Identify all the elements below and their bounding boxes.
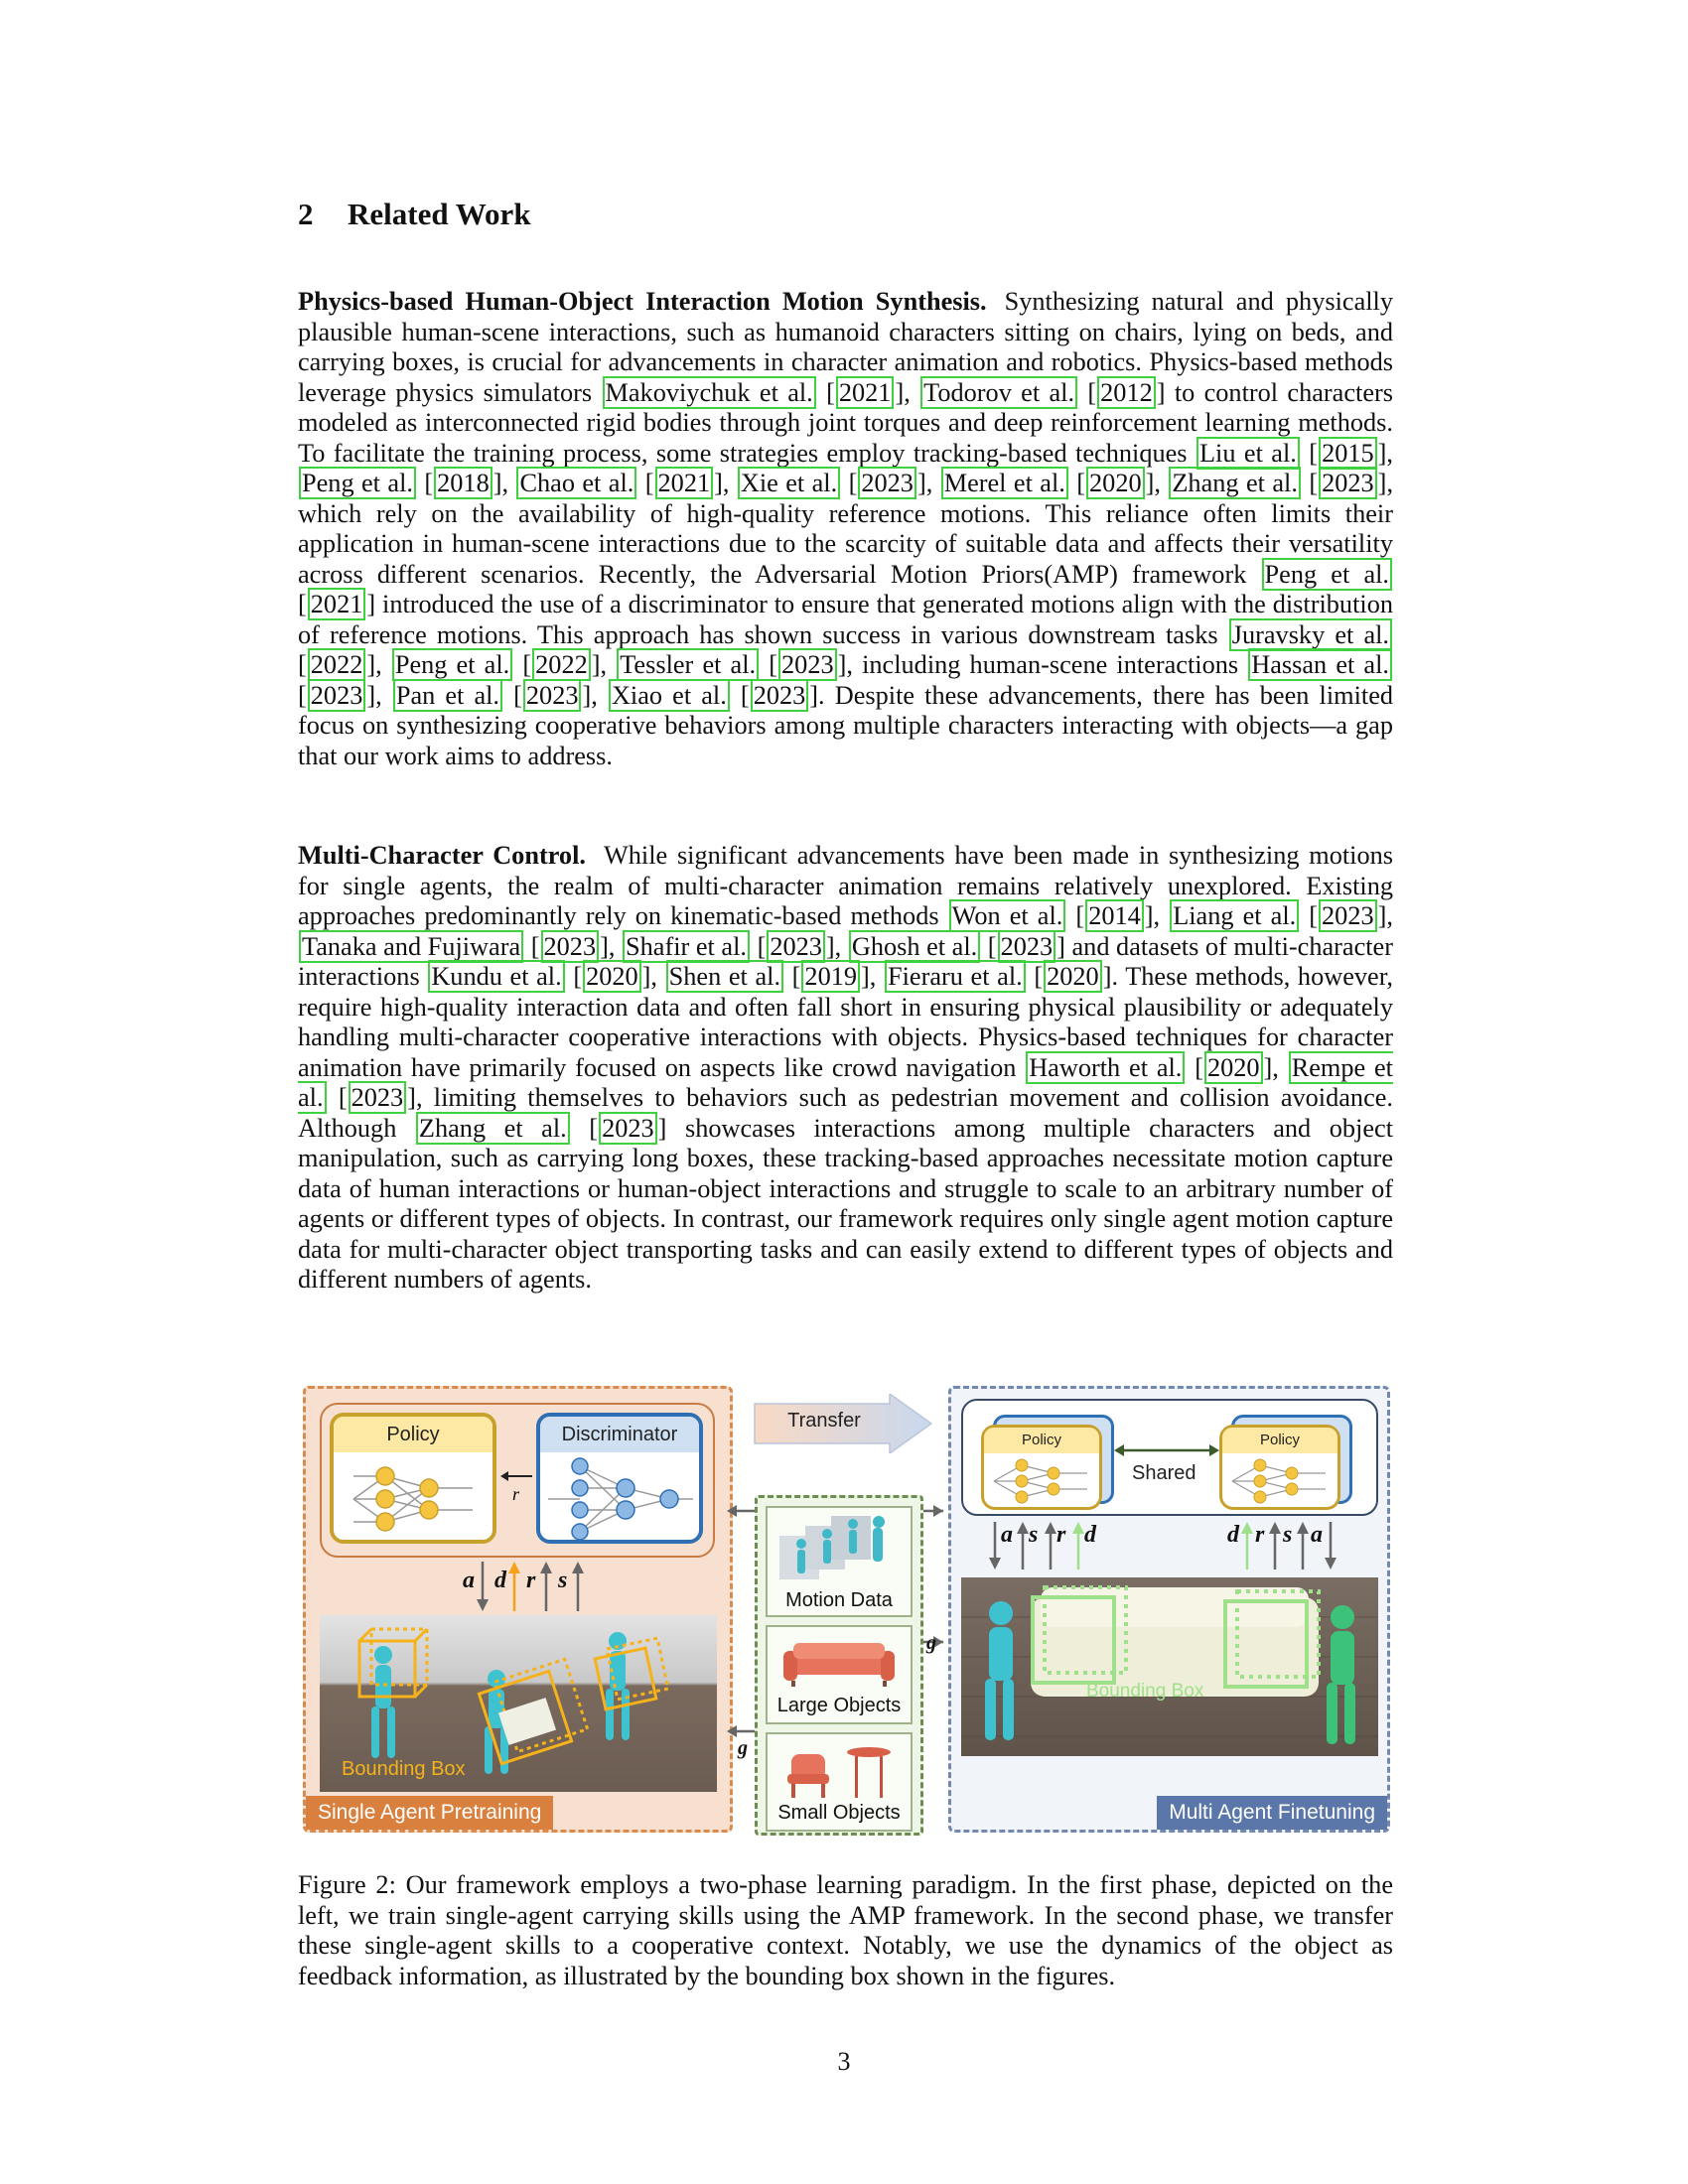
policy-module-a xyxy=(981,1425,1102,1510)
citation-link[interactable]: Juravsky et al. xyxy=(1229,618,1392,651)
citation-year-link[interactable]: 2023 xyxy=(308,679,366,712)
reward-arrow-icon xyxy=(496,1466,536,1506)
paragraph-lead: Physics-based Human-Object Interaction Motion Synthesis. xyxy=(298,287,987,316)
small-objects-label: Small Objects xyxy=(777,1802,901,1824)
connector-arrows-icon xyxy=(725,1382,943,1839)
citation-link[interactable]: Rempe et al. xyxy=(298,1052,1393,1112)
page-number: 3 xyxy=(837,2047,851,2076)
citation-link[interactable]: Shafir et al. xyxy=(623,930,750,963)
citation-link[interactable]: Fieraru et al. xyxy=(885,960,1026,993)
paragraph-lead: Multi-Character Control. xyxy=(298,841,586,870)
symbol-d-right-2: d xyxy=(1227,1522,1239,1548)
symbol-s-left: s xyxy=(558,1568,568,1593)
figure-framework xyxy=(298,1382,1393,1839)
multi-agent-io-arrows-icon xyxy=(951,1518,1388,1573)
symbol-s-right-2: s xyxy=(1283,1522,1293,1548)
citation-year-link[interactable]: 2022 xyxy=(308,648,366,681)
citation-year-link[interactable]: 2023 xyxy=(349,1081,407,1114)
citation-year-link[interactable]: 2021 xyxy=(836,376,895,409)
paragraph-physics-hoi: Physics-based Human-Object Interaction Motion Synthesis. Synthesizing natural and physically plausible human-scene interactions, such as humanoid characters sitting on chairs, lying on beds, and carrying boxes, is crucial for advancements in character animation and robotics. Physics-based methods leverage physics simulators Makoviychuk et al. [ 2021 ], Todorov et al. [ 2012 ] to control characters modeled as interconnected rigid bodies through joint torques and deep reinforcement learning methods. To facilitate the training process, some strategies employ tracking-based techniques Liu et al. [ 2015 ], Peng et al. [ 2018 ], Chao et al. [ 2021 ], Xie et al. [ 2023 ], Merel et al. [ 2020 ], Zhang et al. [ 2023 ], which rely on the availability of high-quality reference motions. This reliance often limits their application in human-scene interactions due to the scarcity of suitable data and affects their versatility across different scenarios. Recently, the Adversarial Motion Priors(AMP) framework Peng et al. [ 2021 ] introduced the use of a discriminator to ensure that generated motions align with the distribution of reference motions. This approach has shown success in various downstream tasks Juravsky et al. [ 2022 ], Peng et al. [ 2022 ], Tessler et al. [ 2023 ], including human-scene interactions Hassan et al. [ 2023 ], Pan et al. [ 2023 ], Xiao et al. [ 2023 ]. Despite these advancements, there has been limited focus on synthesizing cooperative behaviors among multiple characters interacting with objects—a gap that our work aims to address. xyxy=(298,287,1394,770)
citation-year-link[interactable]: 2020 xyxy=(583,960,641,993)
citation-link[interactable]: Shen et al. xyxy=(666,960,783,993)
policy-network-icon-b xyxy=(1222,1453,1337,1509)
citation-link[interactable]: Xiao et al. xyxy=(609,679,730,712)
symbol-s-right-1: s xyxy=(1029,1522,1039,1548)
citation-link[interactable]: Liang et al. xyxy=(1170,899,1299,932)
agents-carrying-sofa-icon xyxy=(961,1577,1378,1756)
citation-link[interactable]: Tanaka and Fujiwara xyxy=(299,930,523,963)
policy-io-arrows-icon xyxy=(455,1560,594,1613)
section-number: 2 xyxy=(298,197,314,231)
citation-link[interactable]: Won et al. xyxy=(949,899,1066,932)
shared-label: Shared xyxy=(1132,1462,1196,1484)
citation-year-link[interactable]: 2018 xyxy=(434,467,492,499)
citation-link[interactable]: Zhang et al. xyxy=(1169,467,1301,499)
bounding-box-label-left: Bounding Box xyxy=(342,1758,466,1780)
citation-year-link[interactable]: 2023 xyxy=(1319,899,1377,932)
citation-year-link[interactable]: 2022 xyxy=(532,648,591,681)
svg-text:r: r xyxy=(512,1484,520,1504)
shared-double-arrow-icon xyxy=(1112,1440,1221,1460)
section-heading xyxy=(298,195,531,234)
citation-link[interactable]: Hassan et al. xyxy=(1248,648,1392,681)
citation-year-link[interactable]: 2023 xyxy=(858,467,916,499)
motion-data-label: Motion Data xyxy=(785,1589,893,1611)
citation-link[interactable]: Pan et al. xyxy=(393,679,502,712)
citation-link[interactable]: Peng et al. xyxy=(392,648,512,681)
citation-link[interactable]: Peng et al. xyxy=(1262,558,1392,591)
citation-link[interactable]: Ghosh et al. xyxy=(849,930,980,963)
single-agent-pretraining-label: Single Agent Pretraining xyxy=(306,1796,553,1830)
citation-year-link[interactable]: 2021 xyxy=(655,467,714,499)
citation-link[interactable]: Haworth et al. xyxy=(1026,1051,1185,1084)
citation-year-link[interactable]: 2023 xyxy=(541,930,600,963)
citation-link[interactable]: Chao et al. xyxy=(516,467,636,499)
citation-link[interactable]: Zhang et al. xyxy=(416,1112,570,1145)
symbol-d-left: d xyxy=(494,1568,506,1593)
citation-year-link[interactable]: 2015 xyxy=(1319,437,1377,470)
citation-link[interactable]: Makoviychuk et al. xyxy=(603,376,816,409)
citation-year-link[interactable]: 2023 xyxy=(998,930,1056,963)
section-title: Related Work xyxy=(348,197,531,231)
bounding-box-label-right: Bounding Box xyxy=(1086,1681,1204,1702)
large-objects-label: Large Objects xyxy=(776,1695,902,1716)
discriminator-module xyxy=(536,1413,703,1544)
symbol-r-left: r xyxy=(526,1568,536,1593)
citation-year-link[interactable]: 2020 xyxy=(1086,467,1145,499)
policy-network-icon xyxy=(334,1454,492,1544)
citation-year-link[interactable]: 2023 xyxy=(523,679,582,712)
symbol-g-left: g xyxy=(738,1737,748,1759)
policy-title-a: Policy xyxy=(984,1428,1099,1453)
symbol-g-right: g xyxy=(926,1632,936,1654)
citation-link[interactable]: Liu et al. xyxy=(1196,437,1300,470)
symbol-r-right-2: r xyxy=(1255,1522,1265,1548)
symbol-a-right-2: a xyxy=(1311,1522,1323,1548)
symbol-a-right-1: a xyxy=(1001,1522,1013,1548)
finetuning-panel xyxy=(948,1386,1390,1833)
discriminator-title: Discriminator xyxy=(540,1417,699,1452)
citation-link[interactable]: Tessler et al. xyxy=(617,648,759,681)
citation-year-link[interactable]: 2019 xyxy=(801,960,860,993)
symbol-r-right-1: r xyxy=(1056,1522,1066,1548)
paragraph-multi-character: Multi-Character Control. While significant advancements have been made in synthesizing motions for single agents, the realm of multi-character animation remains relatively unexplored. Existing approaches predominantly rely on kinematic-based methods Won et al. [ 2014 ], Liang et al. [ 2023 ], Tanaka and Fujiwara [ 2023 ], Shafir et al. [ 2023 ], Ghosh et al. [ 2023 ] and datasets of multi-character interactions Kundu et al. [ 2020 ], Shen et al. [ 2019 ], Fieraru et al. [ 2020 ]. These methods, however, require high-quality interaction data and often fall short in ensuring physical plausibility or adequately handling multi-character cooperative interactions with objects. Physics-based techniques for character animation have primarily focused on aspects like crowd navigation Haworth et al. [ 2020 ], Rempe et al. [ 2023 ], limiting themselves to behaviors such as pedestrian movement and collision avoidance. Although Zhang et al. [ 2023 ] showcases interactions among multiple characters and object manipulation, such as carrying long boxes, these tracking-based approaches necessitate motion capture data of human interactions or human-object interactions and struggle to scale to an arbitrary number of agents or different types of objects. In contrast, our framework requires only single agent motion capture data for multi-character object transporting tasks and can easily extend to different types of objects and different numbers of agents. xyxy=(298,841,1394,1294)
policy-module xyxy=(330,1413,496,1544)
citation-link[interactable]: Peng et al. xyxy=(299,467,416,499)
policy-network-icon-a xyxy=(984,1453,1099,1509)
figure-caption: Figure 2: Our framework employs a two-phase learning paradigm. In the first phase, depicted on the left, we train single-agent carrying skills using the AMP framework. In the second phase, we transfer these single-agent skills to a cooperative context. Notably, we use the dynamics of the object as feedback information, as illustrated by the bounding box shown in the figures. xyxy=(298,1870,1393,1990)
citation-link[interactable]: Xie et al. xyxy=(738,467,840,499)
policy-module-b xyxy=(1219,1425,1340,1510)
discriminator-network-icon xyxy=(540,1454,699,1544)
citation-year-link[interactable]: 2023 xyxy=(778,648,837,681)
citation-year-link[interactable]: 2023 xyxy=(599,1112,657,1145)
citation-year-link[interactable]: 2020 xyxy=(1044,960,1102,993)
policy-title-b: Policy xyxy=(1222,1428,1337,1453)
finetuning-scene-image xyxy=(961,1577,1378,1756)
citation-year-link[interactable]: 2023 xyxy=(751,679,809,712)
policy-title: Policy xyxy=(334,1417,492,1452)
pretraining-scene-image xyxy=(320,1615,717,1792)
citation-year-link[interactable]: 2023 xyxy=(767,930,825,963)
citation-link[interactable]: Todorov et al. xyxy=(920,376,1077,409)
symbol-a-left: a xyxy=(463,1568,475,1593)
multi-agent-finetuning-label: Multi Agent Finetuning xyxy=(1157,1796,1387,1830)
pretraining-panel xyxy=(303,1386,733,1833)
citation-year-link[interactable]: 2020 xyxy=(1204,1051,1263,1084)
citation-link[interactable]: Kundu et al. xyxy=(428,960,564,993)
citation-year-link[interactable]: 2012 xyxy=(1097,376,1156,409)
transfer-label: Transfer xyxy=(787,1410,861,1432)
citation-link[interactable]: Merel et al. xyxy=(941,467,1068,499)
citation-year-link[interactable]: 2014 xyxy=(1085,899,1144,932)
citation-year-link[interactable]: 2023 xyxy=(1319,467,1377,499)
citation-year-link[interactable]: 2021 xyxy=(308,588,366,620)
symbol-d-right-1: d xyxy=(1084,1522,1096,1548)
